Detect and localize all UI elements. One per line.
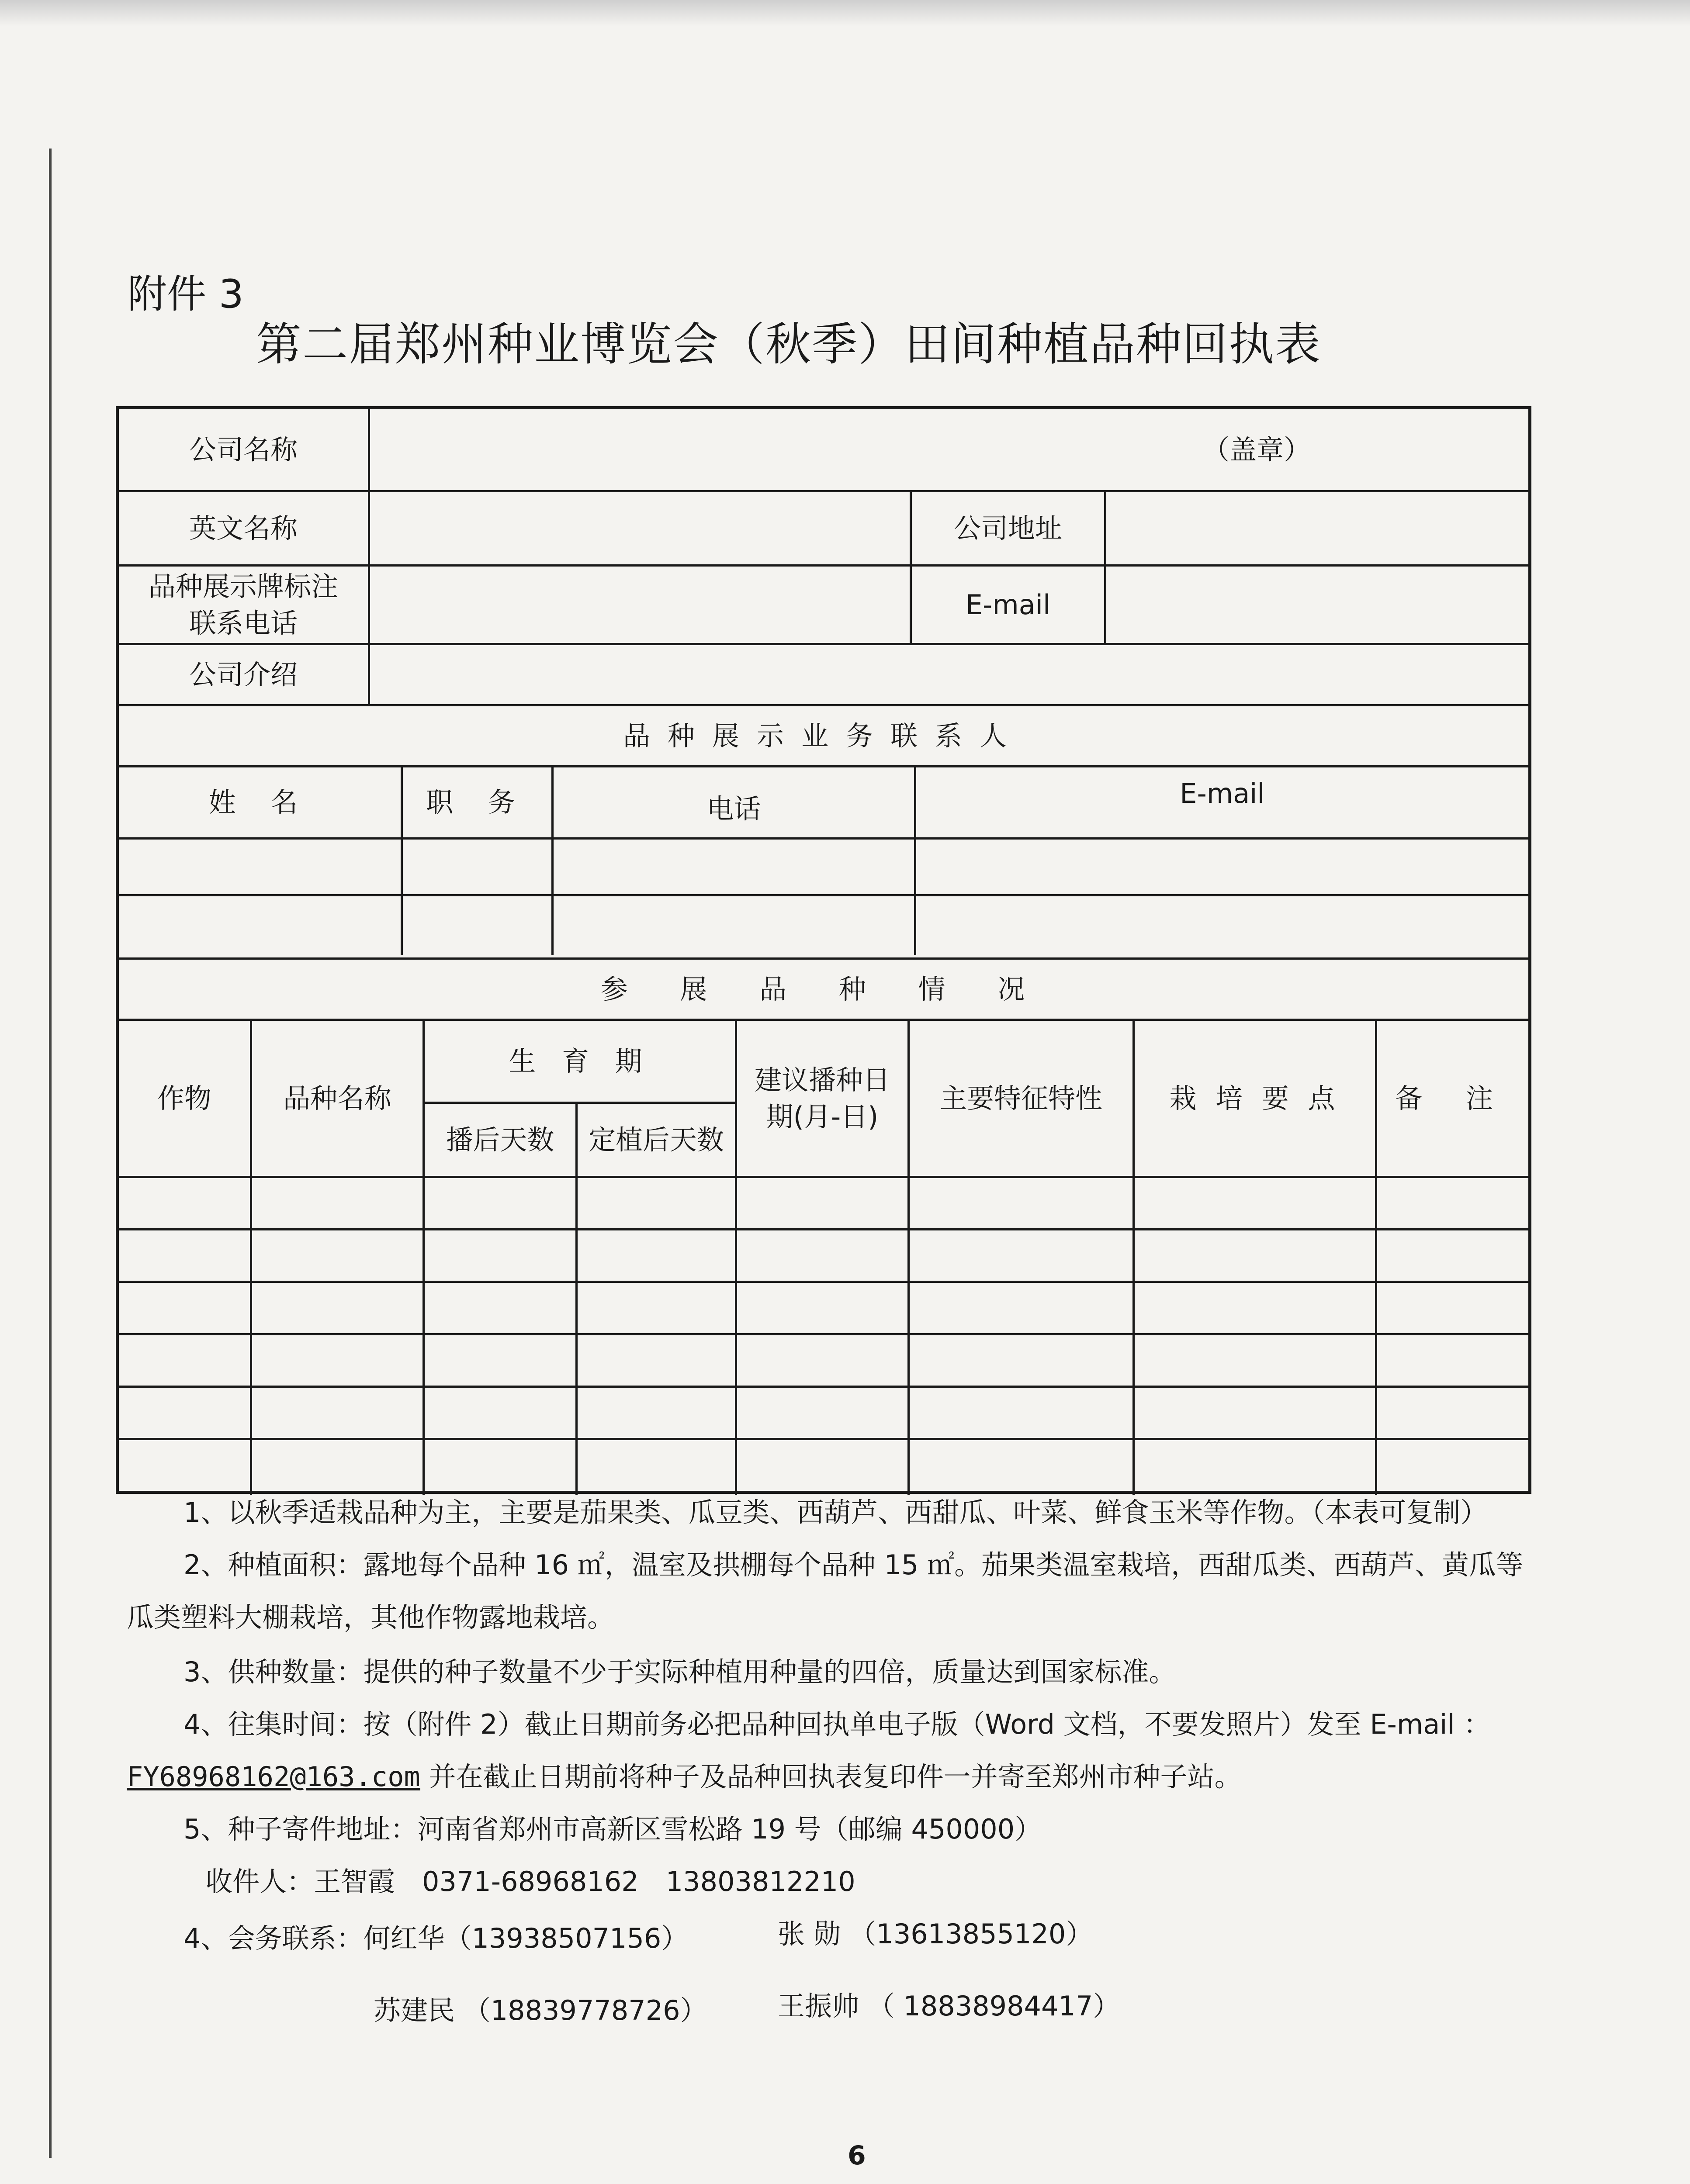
note-3: 3、供种数量：提供的种子数量不少于实际种植用种量的四倍，质量达到国家标准。 bbox=[184, 1656, 1176, 1688]
recipient: 收件人：王智霞 0371-68968162 13803812210 bbox=[205, 1866, 855, 1897]
receipt-form bbox=[116, 406, 1531, 1494]
email-label: E-mail bbox=[965, 588, 1051, 621]
contact-name-header: 姓 名 bbox=[208, 786, 311, 819]
growth-period-header: 生 育 期 bbox=[509, 1045, 651, 1077]
scan-shadow bbox=[0, 0, 1690, 26]
variety-row[interactable] bbox=[119, 1178, 1528, 1228]
contact-phone-header: 电话 bbox=[706, 793, 761, 825]
page-number: 6 bbox=[848, 2140, 866, 2171]
page-title: 第二届郑州种业博览会（秋季）田间种植品种回执表 bbox=[256, 318, 1322, 371]
variety-row[interactable] bbox=[119, 1440, 1528, 1490]
contact-2: 张 勋 （13613855120） bbox=[778, 1918, 1093, 1950]
attachment-label: 附件 3 bbox=[128, 271, 244, 317]
cultivation-header: 栽 培 要 点 bbox=[1169, 1082, 1340, 1114]
varieties-section-title: 参 展 品 种 情 况 bbox=[600, 973, 1047, 1005]
company-address-label: 公司地址 bbox=[953, 512, 1062, 544]
note-4a: 4、往集时间：按（附件 2）截止日期前务必把品种回执单电子版（Word 文档，不要发照片）发至 E-mail ： bbox=[184, 1708, 1491, 1740]
note-4b-line bbox=[127, 1758, 1242, 1796]
contact-4: 王振帅 （ 18838984417） bbox=[778, 1990, 1120, 2022]
variety-row[interactable] bbox=[119, 1335, 1528, 1386]
company-name-label: 公司名称 bbox=[189, 433, 298, 466]
days-after-sowing-header: 播后天数 bbox=[446, 1123, 554, 1156]
features-header: 主要特征特性 bbox=[939, 1082, 1102, 1114]
contact-3: 苏建民 （18839778726） bbox=[374, 1994, 707, 2026]
company-intro-label: 公司介绍 bbox=[189, 658, 298, 691]
sowing-date-header: 建议播种日期(月-日) bbox=[754, 1064, 890, 1133]
days-after-planting-header: 定植后天数 bbox=[588, 1123, 724, 1156]
english-name-field[interactable] bbox=[370, 492, 910, 564]
scan-edge bbox=[49, 149, 52, 2158]
crop-header: 作物 bbox=[157, 1082, 211, 1114]
company-address-field[interactable] bbox=[1106, 492, 1528, 564]
display-phone-field[interactable] bbox=[370, 567, 910, 643]
note-5: 5、种子寄件地址：河南省郑州市高新区雪松路 19 号（邮编 450000） bbox=[184, 1813, 1042, 1845]
email-link[interactable]: FY68968162@163.com bbox=[127, 1761, 420, 1793]
note-2b: 瓜类塑料大棚栽培，其他作物露地栽培。 bbox=[127, 1601, 615, 1633]
english-name-label: 英文名称 bbox=[189, 512, 298, 544]
contact-row-2[interactable] bbox=[119, 896, 1528, 957]
contact-title-header: 职 务 bbox=[426, 786, 528, 819]
note-2a: 2、种植面积：露地每个品种 16 ㎡，温室及拱棚每个品种 15 ㎡。茄果类温室栽培，西甜瓜类、西葫芦、黄瓜等 bbox=[184, 1549, 1524, 1581]
contact-email-header: E-mail bbox=[1180, 778, 1265, 810]
meeting-contact: 4、会务联系：何红华（13938507156） bbox=[184, 1922, 689, 1954]
remarks-header: 备 注 bbox=[1395, 1082, 1510, 1114]
variety-name-header: 品种名称 bbox=[283, 1082, 391, 1114]
company-intro-field[interactable] bbox=[370, 645, 1528, 704]
variety-row[interactable] bbox=[119, 1283, 1528, 1333]
email-field[interactable] bbox=[1106, 567, 1528, 643]
seal-label: （盖章） bbox=[1202, 433, 1311, 466]
contact-row-1[interactable] bbox=[119, 840, 1528, 894]
contacts-section-title: 品种展示业务联系人 bbox=[623, 719, 1024, 752]
variety-row[interactable] bbox=[119, 1230, 1528, 1281]
display-phone-label: 品种展示牌标注联系电话 bbox=[148, 570, 338, 639]
note-1: 1、以秋季适栽品种为主，主要是茄果类、瓜豆类、西葫芦、西甜瓜、叶菜、鲜食玉米等作物。（本表可复制） bbox=[184, 1496, 1488, 1528]
variety-row[interactable] bbox=[119, 1388, 1528, 1438]
note-4b: 并在截止日期前将种子及品种回执表复印件一并寄至郑州市种子站。 bbox=[420, 1761, 1242, 1793]
